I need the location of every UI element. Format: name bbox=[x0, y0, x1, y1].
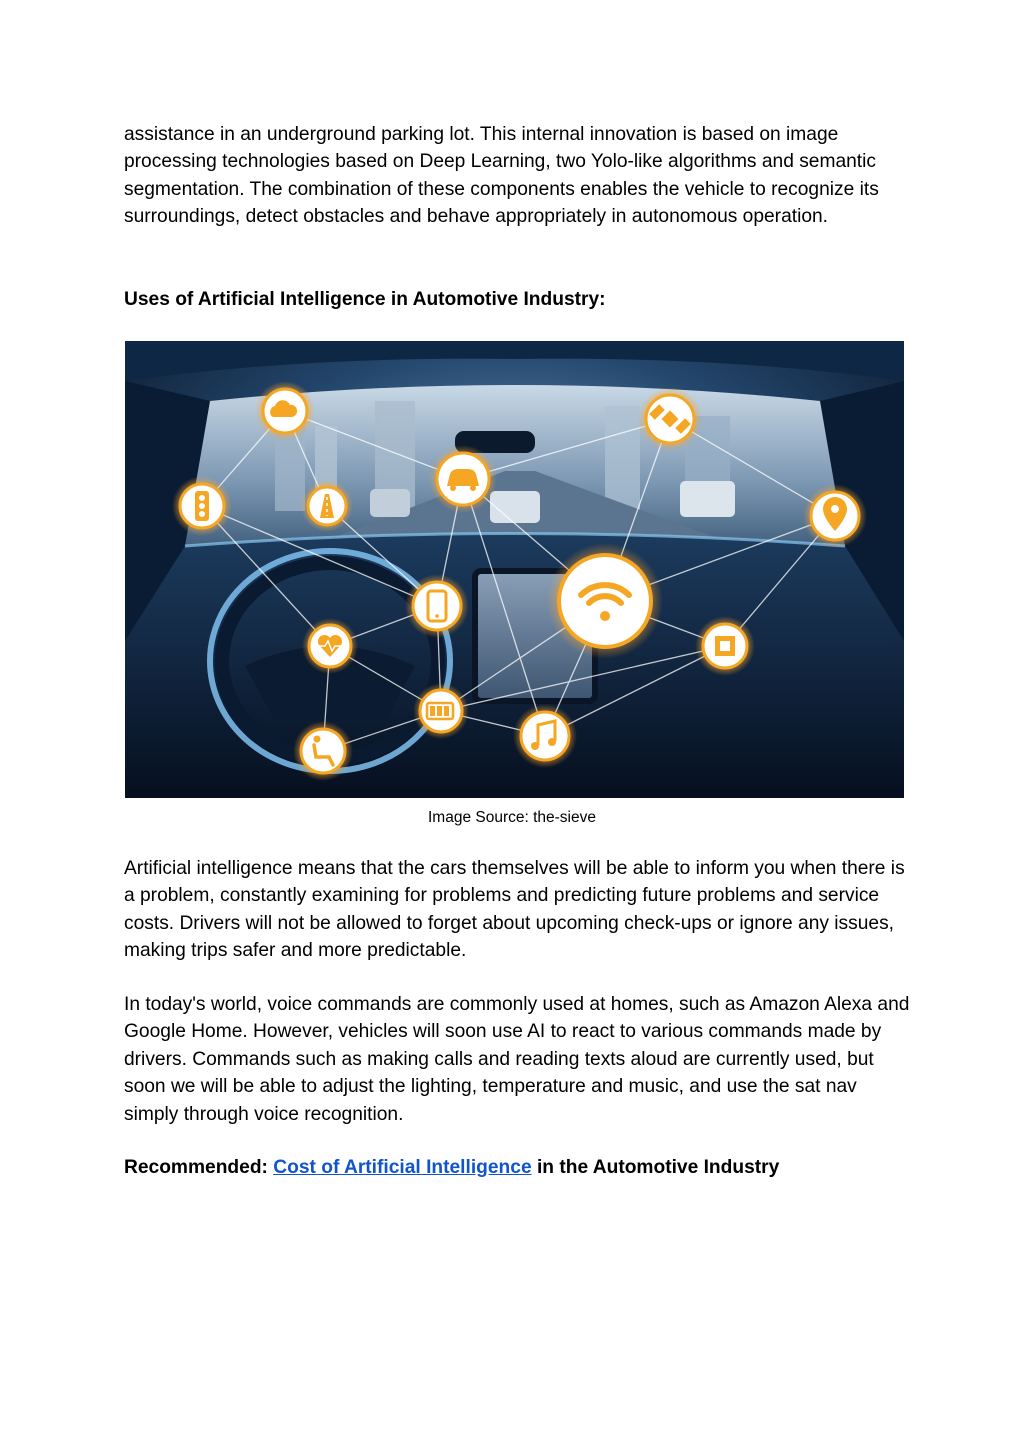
wifi-icon bbox=[547, 543, 663, 659]
road-icon bbox=[301, 480, 353, 532]
traffic-light-icon bbox=[172, 476, 232, 536]
recommended-line bbox=[124, 1154, 779, 1181]
satellite-icon bbox=[638, 387, 702, 451]
chip-icon bbox=[695, 616, 755, 676]
section-heading: Uses of Artificial Intelligence in Automotive Industry: bbox=[124, 289, 606, 310]
cloud-icon bbox=[255, 381, 315, 441]
heart-rate-icon bbox=[302, 618, 358, 674]
seat-icon bbox=[293, 721, 353, 781]
recommended-suffix: in the Automotive Industry bbox=[531, 1157, 780, 1178]
paragraph-voice-commands: In today's world, voice commands are commonly used at homes, such as Amazon Alexa and Google Home. However, vehicles will soon use AI to react to various commands made by drivers. Commands such as making calls and reading texts aloud are currently used, but soon we will be able to adjust the lighting, temperature and music, and use the sat nav simply through voice recognition. bbox=[124, 994, 910, 1125]
location-pin-icon bbox=[803, 484, 867, 548]
paragraph-parking-assistance: assistance in an underground parking lot. This internal innovation is based on image processing technologies based on Deep Learning, two Yolo-like algorithms and semantic segmentation. The combination of these components enables the vehicle to recognize its surroundings, detect obstacles and behave appropriately in autonomous operation. bbox=[124, 124, 879, 228]
music-note-icon bbox=[513, 704, 577, 768]
recommended-prefix: Recommended: bbox=[124, 1157, 274, 1178]
car-icon bbox=[429, 445, 497, 513]
battery-icon bbox=[413, 683, 469, 739]
image-caption: Image Source: the-sieve bbox=[427, 809, 596, 826]
ai-car-interior-image bbox=[125, 341, 904, 798]
paragraph-ai-diagnostics: Artificial intelligence means that the cars themselves will be able to inform you when there is a problem, constantly examining for problems and predicting future problems and service costs. Drivers will not be allowed to forget about upcoming check-ups or ignore any issues, making trips safer and more predictable. bbox=[124, 858, 905, 962]
smartphone-icon bbox=[405, 574, 469, 638]
cost-of-ai-link[interactable]: Cost of Artificial Intelligence bbox=[273, 1157, 532, 1178]
